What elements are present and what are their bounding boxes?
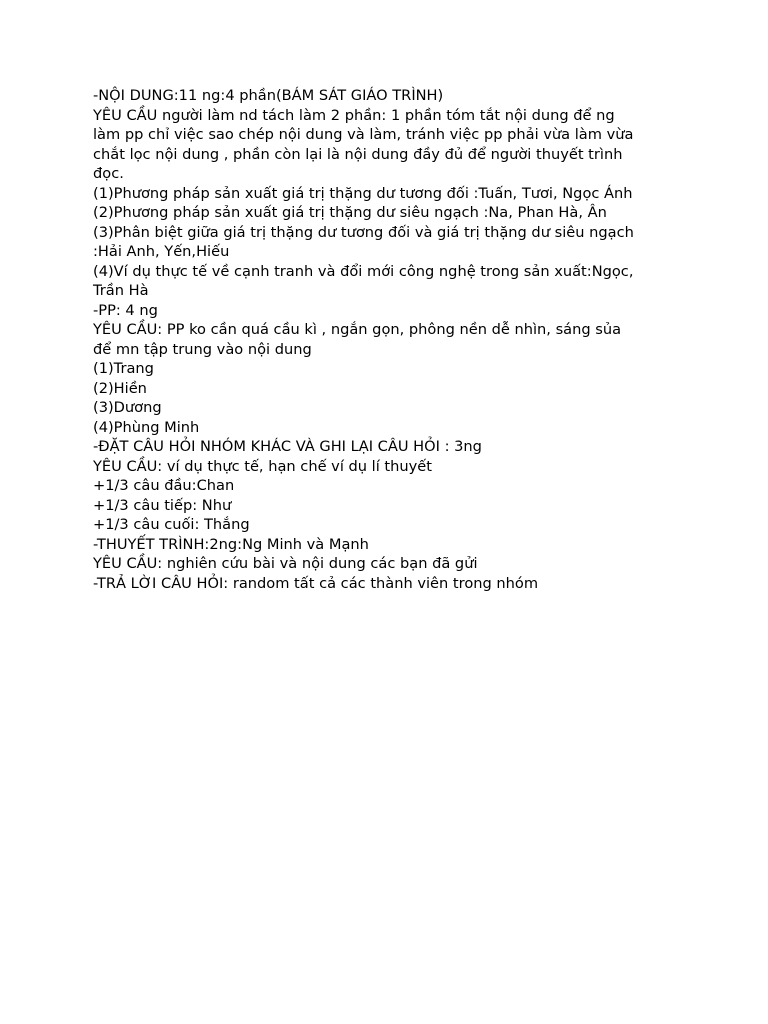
- requirement-line: làm pp chỉ việc sao chép nội dung và làm, tránh việc pp phải vừa làm vừa: [93, 126, 634, 143]
- assignment-line: Trần Hà: [93, 282, 149, 299]
- section-heading-answers: -TRẢ LỜI CÂU HỎI: random tất cả các thành viên trong nhóm: [93, 574, 539, 592]
- assignment-line: (3)Dương: [93, 399, 162, 416]
- assignment-line: (2)Hiền: [93, 379, 147, 397]
- assignment-line: (3)Phân biệt giữa giá trị thặng dư tương đối và giá trị thặng dư siêu ngạch: [93, 223, 634, 241]
- assignment-line: (2)Phương pháp sản xuất giá trị thặng dư siêu ngạch :Na, Phan Hà, Ân: [93, 204, 607, 221]
- assignment-line: +1/3 câu tiếp: Như: [93, 496, 232, 514]
- assignment-line: (4)Ví dụ thực tế về cạnh tranh và đổi mới công nghệ trong sản xuất:Ngọc,: [93, 262, 634, 280]
- requirement-line: YÊU CẦU: PP ko cần quá cầu kì , ngắn gọn, phông nền dễ nhìn, sáng sủa: [93, 321, 622, 338]
- requirement-line: YÊU CẦU: ví dụ thực tế, hạn chế ví dụ lí thuyết: [93, 457, 432, 475]
- document-body: [93, 86, 693, 593]
- assignment-line: (1)Trang: [93, 360, 154, 377]
- requirement-line: YÊU CẦU: nghiên cứu bài và nội dung các bạn đã gửi: [93, 555, 478, 572]
- assignment-line: +1/3 câu đầu:Chan: [93, 477, 235, 494]
- assignment-line: (1)Phương pháp sản xuất giá trị thặng dư tương đối :Tuấn, Tươi, Ngọc Ánh: [93, 184, 633, 202]
- section-heading-presentation: -THUYẾT TRÌNH:2ng:Ng Minh và Mạnh: [93, 535, 369, 553]
- section-heading-content: -NỘI DUNG:11 ng:4 phần(BÁM SÁT GIÁO TRÌNH): [93, 87, 444, 104]
- requirement-line: đọc.: [93, 165, 124, 182]
- assignment-line: :Hải Anh, Yến,Hiếu: [93, 243, 230, 260]
- assignment-line: (4)Phùng Minh: [93, 418, 200, 436]
- requirement-line: YÊU CẦU người làm nd tách làm 2 phần: 1 phần tóm tắt nội dung để ng: [93, 106, 615, 124]
- section-heading-pp: -PP: 4 ng: [93, 301, 158, 319]
- requirement-line: để mn tập trung vào nội dung: [93, 340, 312, 358]
- assignment-line: +1/3 câu cuối: Thắng: [93, 516, 250, 533]
- requirement-line: chắt lọc nội dung , phần còn lại là nội dung đầy đủ để người thuyết trình: [93, 145, 623, 163]
- section-heading-questions: -ĐẶT CÂU HỎI NHÓM KHÁC VÀ GHI LẠI CÂU HỎI : 3ng: [93, 438, 482, 455]
